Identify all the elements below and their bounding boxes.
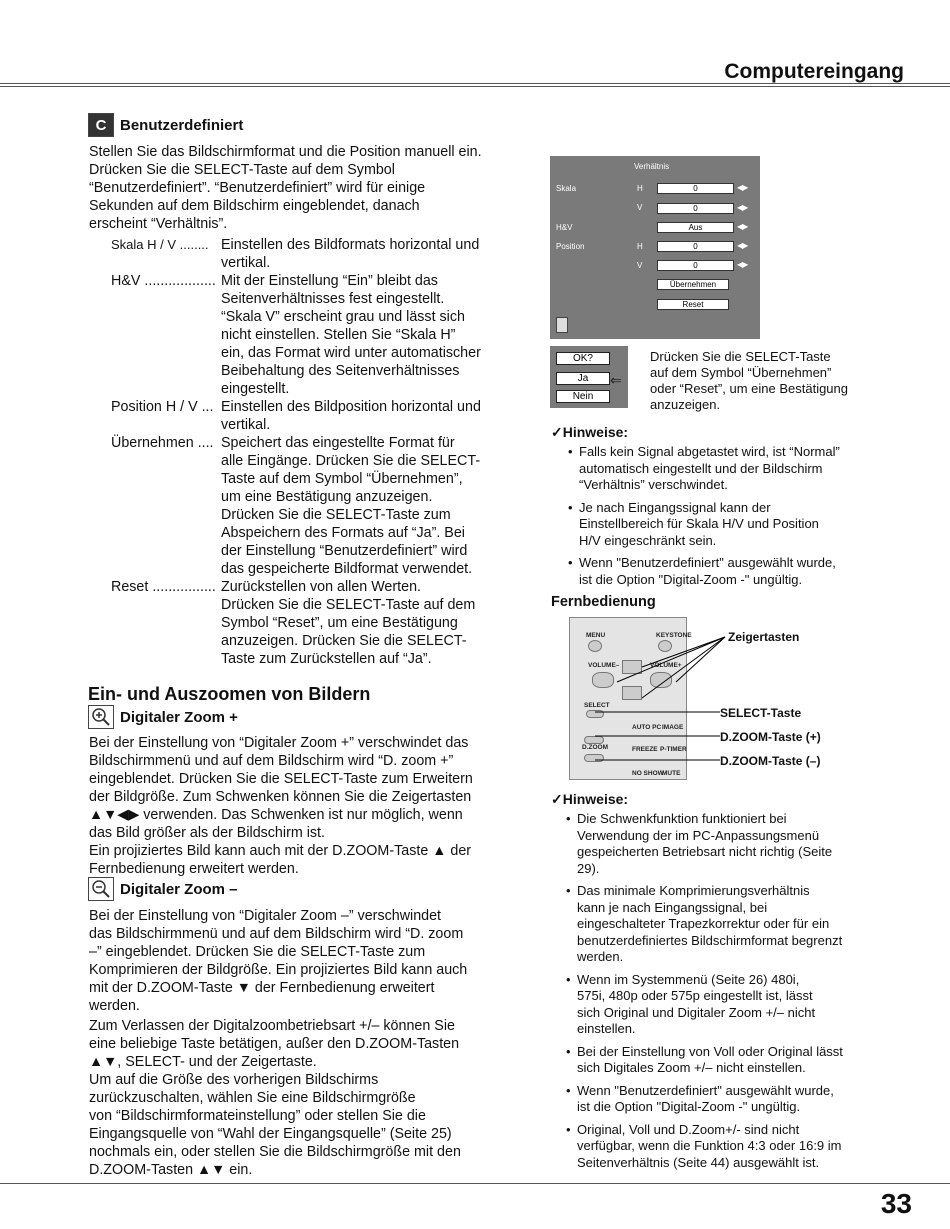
pointer-arrow-icon: ⇐ (610, 372, 622, 388)
notes-heading: ✓Hinweise: (551, 424, 629, 440)
zoom-section-heading: Ein- und Auszoomen von Bildern (88, 684, 371, 704)
term-definition (221, 272, 511, 398)
def-line: nicht einstellen. Stellen Sie “Skala H” (221, 327, 456, 343)
text-line: Eingangsquelle von “Wahl der Eingangsquelle” (Seite 25) (89, 1126, 452, 1142)
def-line: eingestellt. (221, 381, 290, 397)
adjust-arrows-icon: ◀▶ (737, 260, 748, 269)
term-definition (221, 578, 511, 668)
text-line: werden. (89, 998, 140, 1014)
text-line: Ein projiziertes Bild kann auch mit der D.ZOOM-Taste ▲ der (89, 843, 472, 859)
def-line: Seitenverhältnisses fest eingestellt. (221, 291, 445, 307)
adjust-arrows-icon: ◀▶ (737, 222, 748, 231)
term-row (111, 434, 511, 578)
def-line: Speichert das eingestellte Format für (221, 435, 455, 451)
note-item: • Die Schwenkfunktion funktioniert bei Verwendung der im PC-Anpassungsmenü gespeicherten Betriebsart nicht richtig (Seite 29). (563, 811, 893, 877)
position-v-value[interactable]: 0 (657, 260, 734, 271)
notes-list (563, 811, 893, 1177)
callout-select: SELECT-Taste (720, 706, 802, 720)
note-item: • Wenn im Systemmenü (Seite 26) 480i, 575i, 480p oder 575p eingestellt ist, lässt sich Original und Digitaler Zoom +/– nicht einstellen. (563, 972, 893, 1038)
adjust-arrows-icon: ◀▶ (737, 203, 748, 212)
remote-label: MUTE (662, 770, 681, 777)
header-rule-2 (0, 86, 950, 87)
remote-label: D.ZOOM (582, 744, 608, 751)
intro-line: Drücken Sie die SELECT-Taste auf dem Symbol (89, 162, 395, 178)
intro-line: Sekunden auf dem Bildschirm eingeblendet, danach (89, 198, 420, 214)
text-line: ▲▼, SELECT- und der Zeigertaste. (89, 1054, 317, 1070)
def-line: Taste zum Zurückstellen auf “Ja”. (221, 651, 432, 667)
aspect-menu-screenshot (550, 156, 760, 339)
term-row (111, 236, 511, 272)
text-line: Bei der Einstellung von “Digitaler Zoom +” verschwindet das (89, 735, 469, 751)
remote-label: P-TIMER (660, 746, 687, 753)
confirm-yes-button[interactable]: Ja (556, 372, 610, 385)
zoom-minus-text (89, 907, 509, 1015)
menu-label-h: H (637, 184, 643, 193)
zoom-plus-heading-text: Digitaler Zoom + (120, 708, 238, 726)
intro-line: “Benutzerdefiniert”. “Benutzerdefiniert” wird für einige (89, 180, 426, 196)
skala-v-value[interactable]: 0 (657, 203, 734, 214)
position-h-value[interactable]: 0 (657, 241, 734, 252)
callout-dzoom-plus: D.ZOOM-Taste (+) (720, 730, 821, 744)
zoom-exit-text (89, 1017, 509, 1179)
term-definition (221, 398, 511, 434)
custom-intro (89, 143, 509, 233)
text-line: Bei der Einstellung von “Digitaler Zoom –” verschwindet (89, 908, 442, 924)
zoom-minus-heading-text: Digitaler Zoom – (120, 880, 238, 898)
remote-label: AUTO PC (632, 724, 662, 731)
menu-label-hv: H&V (556, 223, 573, 232)
text-line: Zum Verlassen der Digitalzoombetriebsart +/– können Sie (89, 1018, 455, 1034)
remote-label: MENU (586, 632, 606, 639)
text-line: Um auf die Größe des vorherigen Bildschirms (89, 1072, 379, 1088)
custom-heading-text: Benutzerdefiniert (120, 116, 244, 134)
def-line: Taste auf dem Symbol “Übernehmen”, (221, 471, 463, 487)
note-item: • Falls kein Signal abgetastet wird, ist “Normal” automatisch eingestellt und der Bildschirm “Verhältnis” verschwindet. (565, 444, 885, 494)
menu-label-position: Position (556, 242, 585, 251)
def-line: Symbol “Reset”, um eine Bestätigung (221, 615, 458, 631)
def-line: “Skala V” erscheint grau und lässt sich (221, 309, 465, 325)
callout-dzoom-minus: D.ZOOM-Taste (–) (720, 754, 821, 768)
notes-heading: ✓Hinweise: (551, 791, 629, 807)
term-definition (221, 236, 511, 272)
zoom-plus-heading (88, 705, 238, 729)
term-label: H&V .................. (111, 273, 216, 289)
note-item: • Das minimale Komprimierungsverhältnis kann je nach Eingangssignal, bei eingeschalteter Trapezkorrektur oder für ein benutzerdefiniertes Bildschirmformat begrenzt werden. (563, 883, 893, 966)
skala-h-value[interactable]: 0 (657, 183, 734, 194)
def-line: Einstellen des Bildposition horizontal und (221, 399, 481, 415)
def-line: das gespeicherte Bildformat verwendet. (221, 561, 473, 577)
confirm-ok-label: OK? (556, 352, 610, 365)
page-number: 33 (880, 1188, 912, 1219)
hv-value[interactable]: Aus (657, 222, 734, 233)
term-row (111, 578, 511, 668)
remote-label: IMAGE (662, 724, 684, 731)
text-line: nochmals ein, oder stellen Sie die Bildschirmgröße mit den (89, 1144, 461, 1160)
callout-lines (560, 620, 730, 780)
term-row (111, 398, 511, 434)
def-line: Mit der Einstellung “Ein” bleibt das (221, 273, 438, 289)
text-line: Komprimieren der Bildgröße. Ein projiziertes Bild kann auch (89, 962, 468, 978)
custom-heading (88, 113, 243, 137)
text-line: Fernbedienung erweitert werden. (89, 861, 299, 877)
note-item: • Wenn "Benutzerdefiniert" ausgewählt wurde, ist die Option "Digital-Zoom -" ungültig. (565, 555, 885, 588)
notes-list (565, 444, 885, 594)
page-title: Computereingang (724, 60, 904, 83)
def-line: ein, das Format wird unter automatischer (221, 345, 481, 361)
confirm-no-button[interactable]: Nein (556, 390, 610, 403)
note-item: • Original, Voll und D.Zoom+/- sind nicht verfügbar, wenn die Funktion 4:3 oder 16:9 im Seitenverhältnis (Seite 44) ausgewählt ist. (563, 1122, 893, 1172)
def-line: Drücken Sie die SELECT-Taste auf dem (221, 597, 476, 613)
menu-title: Verhältnis (634, 162, 670, 171)
text-line: anzuzeigen. (650, 397, 721, 412)
text-line: eingeblendet. Drücken Sie die SELECT-Taste zum Erweitern (89, 771, 473, 787)
def-line: Drücken Sie die SELECT-Taste zum (221, 507, 451, 523)
remote-label: KEYSTONE (656, 632, 692, 639)
text-line: Drücken Sie die SELECT-Taste (650, 349, 831, 364)
adjust-arrows-icon: ◀▶ (737, 183, 748, 192)
adjust-arrows-icon: ◀▶ (737, 241, 748, 250)
term-label: Übernehmen .... (111, 435, 214, 451)
term-label: Position H / V ... (111, 399, 214, 415)
remote-label: NO SHOW (632, 770, 664, 777)
apply-button[interactable]: Übernehmen (657, 279, 729, 290)
remote-heading: Fernbedienung (551, 594, 656, 610)
def-line: Einstellen des Bildformats horizontal und (221, 237, 480, 253)
def-line: um eine Bestätigung anzuzeigen. (221, 489, 433, 505)
text-line: das Bildschirmmenü und auf dem Bildschirm wird “D. zoom (89, 926, 464, 942)
term-row (111, 272, 511, 398)
zoom-out-icon (88, 877, 114, 901)
note-item: • Je nach Eingangssignal kann der Einstellbereich für Skala H/V und Position H/V eingeschränkt sein. (565, 500, 885, 550)
menu-label-h: H (637, 242, 643, 251)
remote-label: VOLUME+ (650, 662, 682, 669)
term-label: Reset ................ (111, 579, 216, 595)
def-line: Beibehaltung des Seitenverhältnisses (221, 363, 460, 379)
term-list (111, 236, 511, 668)
text-line: der Bildgröße. Zum Schwenken können Sie die Zeigertasten (89, 789, 472, 805)
text-line: zurückzuschalten, wählen Sie eine Bildschirmgröße (89, 1090, 416, 1106)
intro-line: Stellen Sie das Bildschirmformat und die Position manuell ein. (89, 144, 482, 160)
exit-icon[interactable] (556, 317, 568, 333)
text-line: mit der D.ZOOM-Taste ▼ der Fernbedienung erweitert (89, 980, 435, 996)
def-line: Abspeichern des Formats auf “Ja”. Bei (221, 525, 465, 541)
def-line: vertikal. (221, 417, 271, 433)
remote-label: FREEZE (632, 746, 658, 753)
footer-rule (0, 1183, 950, 1184)
menu-label-v: V (637, 261, 643, 270)
zoom-in-icon (88, 705, 114, 729)
text-line: das Bild größer als der Bildschirm ist. (89, 825, 325, 841)
custom-mode-icon: C (88, 113, 114, 137)
text-line: Bildschirmmenü und auf dem Bildschirm wird “D. zoom +” (89, 753, 454, 769)
menu-label-v: V (637, 203, 643, 212)
text-line: eine beliebige Taste betätigen, außer den D.ZOOM-Tasten (89, 1036, 460, 1052)
def-line: vertikal. (221, 255, 271, 271)
note-item: • Wenn "Benutzerdefiniert" ausgewählt wurde, ist die Option "Digital-Zoom -" ungültig. (563, 1083, 893, 1116)
text-line: –” eingeblendet. Drücken Sie die SELECT-Taste zum (89, 944, 426, 960)
zoom-minus-heading (88, 877, 238, 901)
text-line: D.ZOOM-Tasten ▲▼ ein. (89, 1162, 253, 1178)
text-line: ▲▼◀▶ verwenden. Das Schwenken ist nur möglich, wenn (89, 807, 463, 823)
remote-label: VOLUME– (588, 662, 620, 669)
def-line: der Einstellung “Benutzerdefiniert” wird (221, 543, 468, 559)
text-line: von “Bildschirmformateinstellung” oder stellen Sie die (89, 1108, 426, 1124)
menu-label-skala: Skala (556, 184, 577, 193)
confirm-description (650, 349, 848, 413)
def-line: anzuzeigen. Drücken Sie die SELECT- (221, 633, 467, 649)
text-line: auf dem Symbol “Übernehmen” (650, 365, 832, 380)
callout-pointer-keys: Zeigertasten (728, 630, 800, 644)
text-line: oder “Reset”, um eine Bestätigung (650, 381, 848, 396)
def-line: Zurückstellen von allen Werten. (221, 579, 421, 595)
term-label: Skala H / V ........ (111, 237, 209, 252)
note-item: • Bei der Einstellung von Voll oder Original lässt sich Digitales Zoom +/– nicht einstellen. (563, 1044, 893, 1077)
remote-label: SELECT (584, 702, 610, 709)
reset-button[interactable]: Reset (657, 299, 729, 310)
zoom-plus-text (89, 734, 509, 878)
intro-line: erscheint “Verhältnis”. (89, 216, 228, 232)
def-line: alle Eingänge. Drücken Sie die SELECT- (221, 453, 481, 469)
term-definition (221, 434, 511, 578)
